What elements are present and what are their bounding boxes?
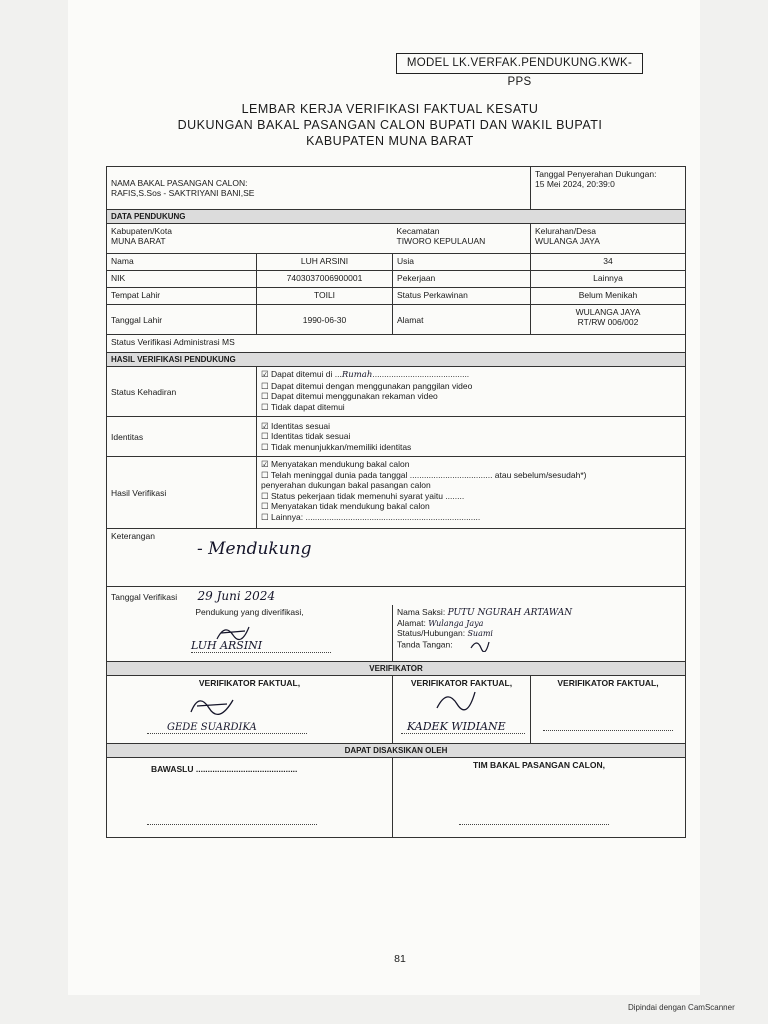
saksi-nama-row <box>397 607 681 618</box>
verifikator-1-label: VERIFIKATOR FAKTUAL, <box>198 677 301 688</box>
hasil-option-3-label: Status pekerjaan tidak memenuhi syarat yaitu ........ <box>270 490 465 501</box>
status-kehadiran-label: Status Kehadiran <box>107 367 257 417</box>
pendukung-handwritten-name: LUH ARSINI <box>191 639 263 652</box>
hasil-verifikasi-options <box>257 457 686 529</box>
tanggal-verifikasi-label: Tanggal Verifikasi <box>111 592 178 602</box>
status-verifikasi-administrasi: Status Verifikasi Administrasi MS <box>107 335 686 353</box>
verifikator-2-handwritten-name: KADEK WIDIANE <box>407 719 506 733</box>
verifikator-2-name-line <box>401 720 525 734</box>
verifikator-2-signature-scribble <box>433 686 479 712</box>
hasil-option-2-label: Telah meninggal dunia pada tanggal ................................... atau sebelum/sesudah*) <box>270 469 587 480</box>
document-title-line-2: DUKUNGAN BAKAL PASANGAN CALON BUPATI DAN WAKIL BUPATI <box>177 118 603 132</box>
verifikator-3-name-line <box>543 730 673 731</box>
pekerjaan-value: Lainnya <box>531 271 686 288</box>
hasil-verifikasi-label: Hasil Verifikasi <box>107 457 257 529</box>
saksi-alamat-row <box>397 618 681 628</box>
verifikator-1-cell <box>107 675 393 743</box>
nama-value: LUH ARSINI <box>257 254 393 271</box>
scanner-watermark: Dipindai dengan CamScanner <box>628 1003 735 1012</box>
submission-date-label: Tanggal Penyerahan Dukungan: <box>535 169 657 179</box>
alamat-label: Alamat <box>393 305 531 335</box>
saksi-status-handwritten: Suami <box>467 629 493 638</box>
saksi-status-label: Status/Hubungan: <box>397 628 466 638</box>
hasil-option-1-label: Menyatakan mendukung bakal calon <box>270 459 410 469</box>
tim-bakal-pasangan-cell <box>393 757 686 837</box>
pendukung-signature-cell <box>107 605 393 661</box>
identitas-option-3-label: Tidak menunjukkan/memiliki identitas <box>270 441 412 452</box>
kehadiran-option-4-label: Tidak dapat ditemui <box>270 401 345 412</box>
kehadiran-option-3-label: Dapat ditemui menggunakan rekaman video <box>270 391 438 401</box>
kelurahan-cell <box>531 224 686 254</box>
section-disaksikan: DAPAT DISAKSIKAN OLEH <box>107 743 686 757</box>
kecamatan-label: Kecamatan <box>396 226 440 236</box>
status-kehadiran-options <box>257 367 686 417</box>
hasil-option-1: ☑ Menyatakan mendukung bakal calon <box>261 459 410 469</box>
identitas-option-1-label: Identitas sesuai <box>270 420 331 431</box>
identitas-option-3: ☐ Tidak menunjukkan/memiliki identitas <box>261 441 412 452</box>
hasil-option-5: ☐ Lainnya: .......................................................................... <box>261 511 481 522</box>
verifikator-3-label: VERIFIKATOR FAKTUAL, <box>557 677 659 688</box>
identitas-label: Identitas <box>107 417 257 457</box>
candidate-name: RAFIS,S.Sos - SAKTRIYANI BANI,SE <box>111 188 255 198</box>
alamat-cell <box>531 305 686 335</box>
kehadiran-option-1: ☑ Dapat ditemui di ...Rumah......................................... <box>261 369 470 380</box>
saksi-nama-label: Nama Saksi: <box>397 607 446 617</box>
saksi-status-row <box>397 628 681 638</box>
tanggal-verifikasi-cell <box>107 587 686 606</box>
kehadiran-option-2: ☐ Dapat ditemui dengan menggunakan panggilan video <box>261 380 473 391</box>
status-perkawinan-value: Belum Menikah <box>531 288 686 305</box>
keterangan-cell <box>107 529 686 587</box>
submission-date-value: 15 Mei 2024, 20:39:0 <box>535 179 615 189</box>
alamat-value-line-1: WULANGA JAYA <box>575 307 641 317</box>
keterangan-handwritten: - Mendukung <box>197 539 312 559</box>
tanggal-lahir-value: 1990-06-30 <box>257 305 393 335</box>
bawaslu-cell <box>107 757 393 837</box>
kelurahan-label: Kelurahan/Desa <box>535 226 596 236</box>
kehadiran-option-1-dots: ......................................... <box>372 369 470 379</box>
bawaslu-label: BAWASLU ........................................... <box>151 763 298 774</box>
kabupaten-value: MUNA BARAT <box>111 236 166 246</box>
hasil-option-4-label: Menyatakan tidak mendukung bakal calon <box>270 501 430 511</box>
pendukung-label: Pendukung yang diverifikasi, <box>195 607 304 617</box>
tempat-lahir-value: TOILI <box>257 288 393 305</box>
model-code-box: MODEL LK.VERFAK.PENDUKUNG.KWK-PPS <box>396 53 643 74</box>
verifikator-1-signature-scribble <box>187 692 237 718</box>
usia-value: 34 <box>531 254 686 271</box>
identitas-option-2-label: Identitas tidak sesuai <box>270 431 351 442</box>
alamat-value-line-2: RT/RW 006/002 <box>577 317 639 327</box>
page-number: 81 <box>394 953 406 965</box>
section-data-pendukung: DATA PENDUKUNG <box>107 210 686 224</box>
saksi-alamat-handwritten: Wulanga Jaya <box>428 619 484 628</box>
verifikator-3-cell <box>531 675 686 743</box>
verification-form-table <box>106 166 686 838</box>
document-title-line-1: LEMBAR KERJA VERIFIKASI FAKTUAL KESATU <box>241 102 539 116</box>
tim-signature-line <box>459 824 609 825</box>
hasil-option-3: ☐ Status pekerjaan tidak memenuhi syarat yaitu ........ <box>261 490 465 501</box>
saksi-signature-scribble <box>469 638 491 652</box>
verifikator-1-name-line <box>147 722 307 734</box>
keterangan-label: Keterangan <box>111 531 155 541</box>
nik-label: NIK <box>107 271 257 288</box>
bawaslu-signature-line <box>147 824 317 825</box>
kabupaten-cell <box>107 224 393 254</box>
pendukung-name-line <box>191 639 331 653</box>
identitas-options <box>257 417 686 457</box>
tim-bakal-pasangan-label: TIM BAKAL PASANGAN CALON, <box>473 759 605 770</box>
kelurahan-value: WULANGA JAYA <box>535 236 600 246</box>
kehadiran-option-1-label: Dapat ditemui di ... <box>270 369 342 379</box>
status-perkawinan-label: Status Perkawinan <box>393 288 531 305</box>
saksi-ttd-row <box>397 638 681 652</box>
kehadiran-option-4: ☐ Tidak dapat ditemui <box>261 401 345 412</box>
tempat-lahir-label: Tempat Lahir <box>107 288 257 305</box>
saksi-cell <box>393 605 686 661</box>
identitas-option-2: ☐ Identitas tidak sesuai <box>261 431 351 442</box>
nik-value: 7403037006900001 <box>257 271 393 288</box>
hasil-option-2-continued: penyerahan dukungan bakal pasangan calon <box>261 480 431 490</box>
kehadiran-handwritten-location: Rumah <box>341 370 373 380</box>
kehadiran-option-2-label: Dapat ditemui dengan menggunakan panggilan video <box>270 380 473 391</box>
tanggal-verifikasi-handwritten: 29 Juni 2024 <box>197 589 276 603</box>
pekerjaan-label: Pekerjaan <box>393 271 531 288</box>
saksi-ttd-label: Tanda Tangan: <box>397 639 453 650</box>
document-title-line-3: KABUPATEN MUNA BARAT <box>306 134 474 148</box>
verifikator-1-handwritten-name: GEDE SUARDIKA <box>167 721 257 733</box>
submission-date-cell <box>531 167 686 210</box>
candidate-label: NAMA BAKAL PASANGAN CALON: <box>111 178 248 188</box>
hasil-option-5-label: Lainnya: .......................................................................... <box>270 511 481 522</box>
kecamatan-value: TIWORO KEPULAUAN <box>396 236 486 246</box>
saksi-alamat-label: Alamat: <box>397 618 426 628</box>
tanggal-lahir-label: Tanggal Lahir <box>107 305 257 335</box>
section-hasil-verifikasi: HASIL VERIFIKASI PENDUKUNG <box>107 353 686 367</box>
usia-label: Usia <box>393 254 531 271</box>
verifikator-2-cell <box>393 675 531 743</box>
hasil-option-4: ☐ Menyatakan tidak mendukung bakal calon <box>261 501 430 511</box>
verifikator-2-label: VERIFIKATOR FAKTUAL, <box>410 677 513 688</box>
kabupaten-label: Kabupaten/Kota <box>111 226 172 236</box>
candidate-cell <box>107 167 531 210</box>
kehadiran-option-3: ☐ Dapat ditemui menggunakan rekaman video <box>261 391 438 401</box>
section-verifikator: VERIFIKATOR <box>107 661 686 675</box>
nama-label: Nama <box>107 254 257 271</box>
identitas-option-1: ☑ Identitas sesuai <box>261 420 331 431</box>
saksi-nama-handwritten: PUTU NGURAH ARTAWAN <box>447 608 573 618</box>
hasil-option-2: ☐ Telah meninggal dunia pada tanggal ................................... atau sebelum/sesudah*) <box>261 469 587 480</box>
kecamatan-cell <box>393 224 531 254</box>
